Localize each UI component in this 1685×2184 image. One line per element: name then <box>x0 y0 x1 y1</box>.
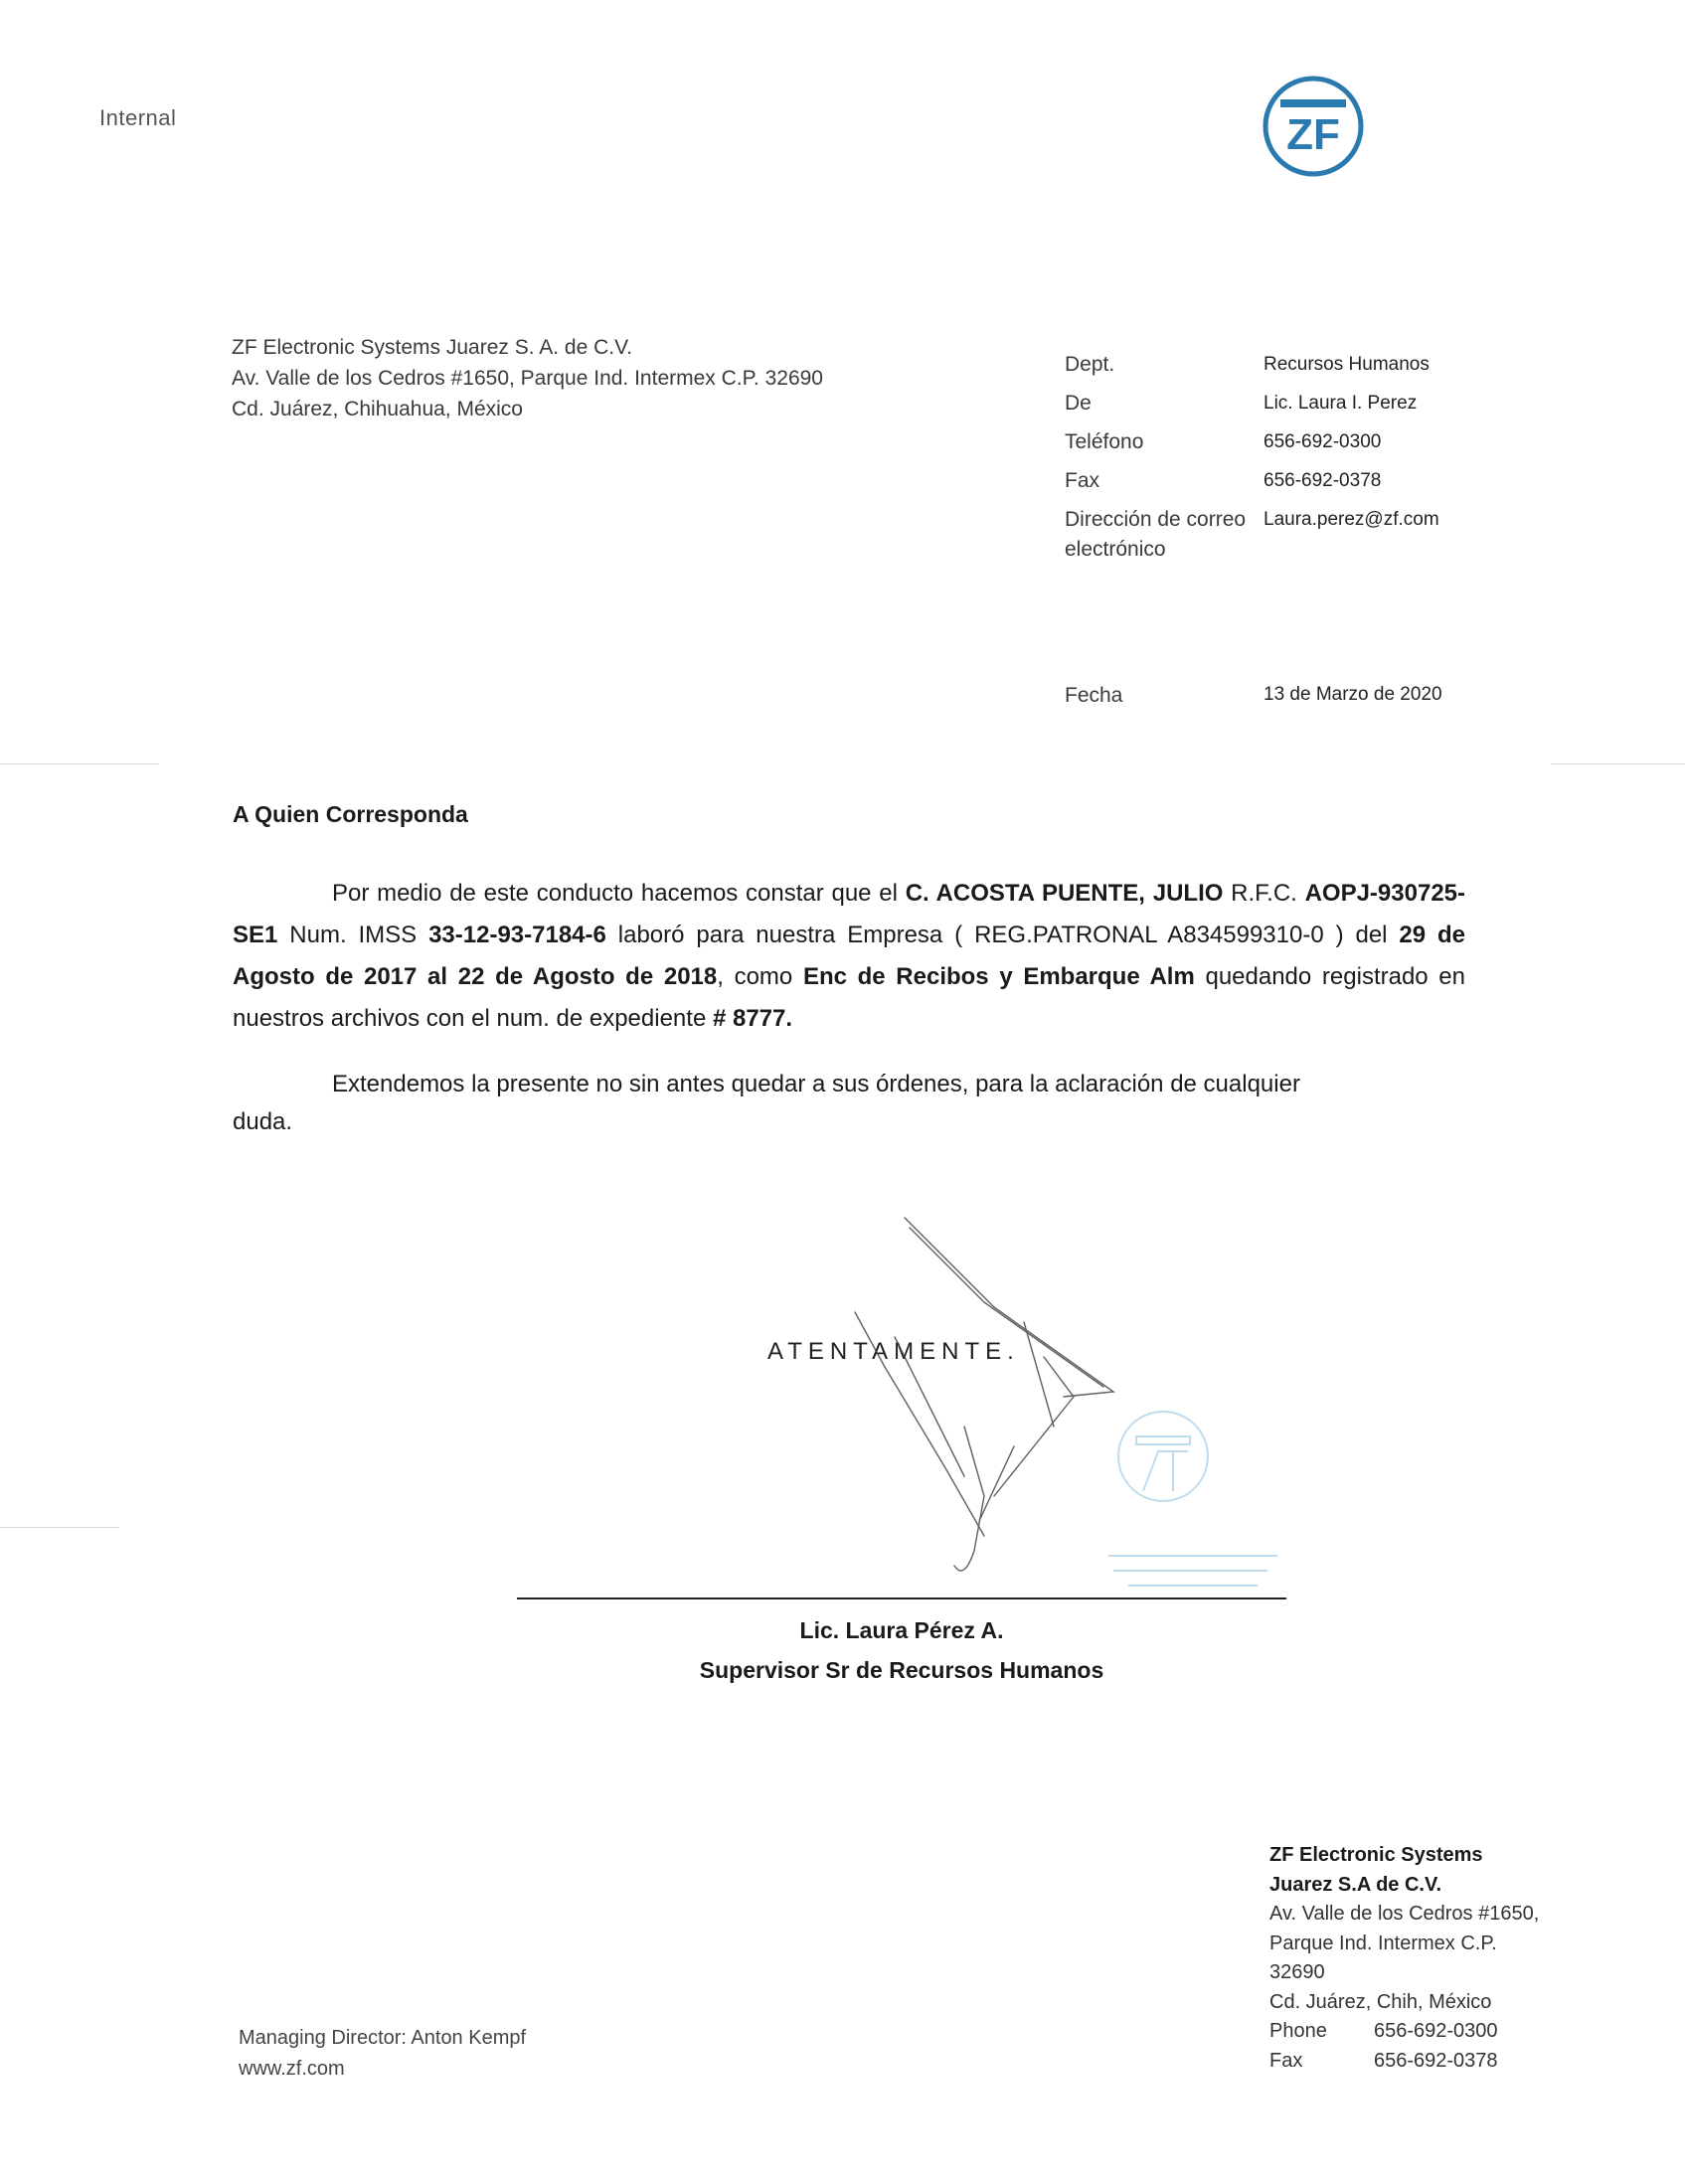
employee-name: C. ACOSTA PUENTE, JULIO <box>905 880 1224 907</box>
footer-address-line: 32690 <box>1269 1961 1325 1983</box>
classification-label: Internal <box>99 105 177 130</box>
info-row-fax <box>1065 466 1482 496</box>
closing-paragraph: Extendemos la presente no sin antes quedar a sus órdenes, para la aclaración de cualquier duda. <box>233 1071 1300 1135</box>
imss-value: 33-12-93-7184-6 <box>428 922 606 948</box>
fold-line <box>1551 763 1685 764</box>
job-title: Enc de Recibos y Embarque Alm <box>802 963 1195 990</box>
footer-address-line: Av. Valle de los Cedros #1650, <box>1269 1903 1540 1925</box>
body-text-segment: quedando registrado en nuestros archivos con el num. de expediente <box>233 963 1466 1032</box>
info-label: Dirección de correo electrónico <box>1065 508 1247 561</box>
info-row-dept <box>1065 350 1482 380</box>
body-text-segment: laboró para nuestra Empresa ( REG.PATRONAL A834599310-0 ) del <box>605 922 1400 948</box>
body-paragraph <box>233 873 1465 1040</box>
fold-line <box>0 1527 119 1528</box>
company-stamp <box>1089 1397 1287 1605</box>
signer-title: Supervisor Sr de Recursos Humanos <box>699 1657 1104 1683</box>
info-label: Teléfono <box>1065 430 1144 453</box>
info-row-email <box>1065 505 1482 565</box>
footer-left <box>239 2023 526 2085</box>
contact-info-block <box>1065 350 1482 574</box>
zf-logo <box>1261 74 1366 179</box>
info-row-from <box>1065 389 1482 419</box>
footer-fax-label: Fax <box>1269 2049 1303 2072</box>
signer-block <box>517 1610 1286 1690</box>
info-value: 656-692-0378 <box>1264 470 1382 491</box>
website: www.zf.com <box>239 2058 345 2080</box>
body-text-segment: Por medio de este conducto hacemos constar que el <box>332 880 906 907</box>
footer-company: ZF Electronic Systems <box>1269 1844 1483 1866</box>
footer-fax-row <box>1269 2047 1588 2077</box>
date-row <box>1065 684 1442 708</box>
signer-name: Lic. Laura Pérez A. <box>799 1617 1004 1643</box>
sender-address <box>232 332 823 424</box>
footer-company: Juarez S.A de C.V. <box>1269 1873 1442 1896</box>
info-value: Recursos Humanos <box>1264 354 1430 375</box>
info-row-phone <box>1065 427 1482 457</box>
svg-text:ZF: ZF <box>1286 110 1340 159</box>
footer-phone: 656-692-0300 <box>1374 2020 1498 2042</box>
body-text-segment: Num. IMSS <box>277 922 429 948</box>
signature-line <box>517 1597 1286 1599</box>
footer-fax: 656-692-0378 <box>1374 2049 1498 2072</box>
info-label: Dept. <box>1065 353 1115 376</box>
footer-address <box>1269 1841 1588 2076</box>
file-number: # 8777. <box>712 1005 793 1032</box>
date-label: Fecha <box>1065 684 1123 707</box>
footer-phone-row <box>1269 2017 1588 2047</box>
body-text-segment: , como <box>717 963 803 990</box>
date-value: 13 de Marzo de 2020 <box>1264 684 1442 705</box>
employment-period: 29 de Agosto de 2017 al 22 de Agosto de 2018 <box>233 922 1466 990</box>
footer-address-line: Parque Ind. Intermex C.P. <box>1269 1932 1497 1954</box>
fold-line <box>0 763 159 764</box>
footer-phone-label: Phone <box>1269 2020 1327 2042</box>
salutation: A Quien Corresponda <box>233 801 468 827</box>
sender-line: Cd. Juárez, Chihuahua, México <box>232 398 523 420</box>
footer-address-line: Cd. Juárez, Chih, México <box>1269 1990 1492 2013</box>
body-text-segment: R.F.C. <box>1223 880 1305 907</box>
info-label: De <box>1065 392 1092 415</box>
sender-line: ZF Electronic Systems Juarez S. A. de C.V. <box>232 336 633 359</box>
info-value: Lic. Laura I. Perez <box>1264 393 1418 414</box>
rfc-value: AOPJ-930725-SE1 <box>233 880 1466 948</box>
info-value: Laura.perez@zf.com <box>1264 509 1439 530</box>
sender-line: Av. Valle de los Cedros #1650, Parque Ind. Intermex C.P. 32690 <box>232 367 823 390</box>
closing-salutation: ATENTAMENTE. <box>767 1338 1020 1365</box>
info-value: 656-692-0300 <box>1264 431 1382 452</box>
info-label: Fax <box>1065 469 1100 492</box>
managing-director: Managing Director: Anton Kempf <box>239 2027 527 2049</box>
